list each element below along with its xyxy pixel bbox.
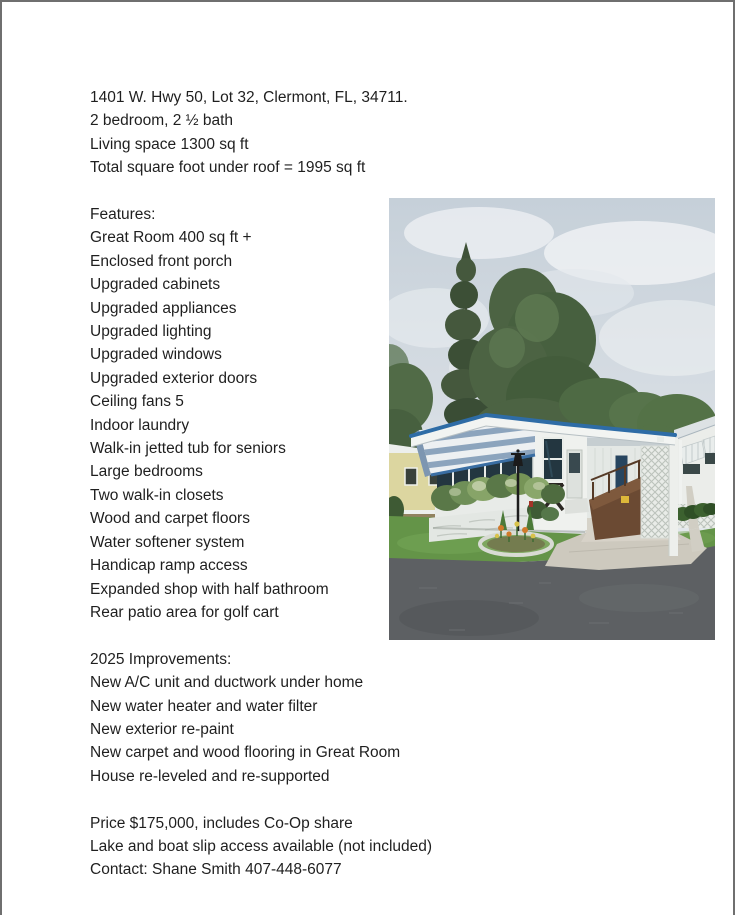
contact-line: Contact: Shane Smith 407-448-6077 [90, 861, 342, 879]
feature-item: Enclosed front porch [90, 252, 233, 270]
features-title: Features: [90, 206, 156, 224]
bed-bath-line: 2 bedroom, 2 ½ bath [90, 112, 234, 130]
feature-item: Wood and carpet floors [90, 510, 250, 528]
lattice-panel [641, 446, 671, 538]
improvements-title: 2025 Improvements: [90, 650, 232, 668]
feature-item: Handicap ramp access [90, 557, 248, 575]
listing-photo [389, 198, 715, 640]
improvement-item: New water heater and water filter [90, 697, 318, 715]
address-line: 1401 W. Hwy 50, Lot 32, Clermont, FL, 34711. [90, 89, 408, 106]
lake-access-line: Lake and boat slip access available (not included) [90, 837, 433, 855]
feature-item: Rear patio area for golf cart [90, 603, 279, 621]
blank-line [90, 788, 432, 811]
feature-item: Upgraded windows [90, 346, 222, 364]
feature-item: Expanded shop with half bathroom [90, 580, 329, 598]
improvement-item: House re-leveled and re-supported [90, 767, 330, 785]
feature-item: Great Room 400 sq ft + [90, 229, 252, 247]
improvement-item: New A/C unit and ductwork under home [90, 674, 364, 692]
feature-item: Upgraded appliances [90, 299, 237, 317]
feature-item: Upgraded cabinets [90, 276, 221, 294]
feature-item: Ceiling fans 5 [90, 393, 184, 411]
price-line: Price $175,000, includes Co-Op share [90, 814, 353, 832]
blank-line [90, 180, 432, 203]
feature-item: Two walk-in closets [90, 486, 224, 504]
feature-item: Large bedrooms [90, 463, 203, 481]
listing-text [90, 86, 432, 882]
feature-item: Water softener system [90, 533, 245, 551]
feature-item: Upgraded exterior doors [90, 369, 258, 387]
improvement-item: New carpet and wood flooring in Great Room [90, 744, 401, 762]
blank-line [90, 624, 432, 647]
living-space-line: Living space 1300 sq ft [90, 135, 249, 153]
total-sqft-line: Total square foot under roof = 1995 sq ft [90, 159, 366, 177]
improvement-item: New exterior re-paint [90, 720, 234, 738]
feature-item: Upgraded lighting [90, 323, 212, 341]
feature-item: Walk-in jetted tub for seniors [90, 440, 286, 458]
feature-item: Indoor laundry [90, 416, 190, 434]
